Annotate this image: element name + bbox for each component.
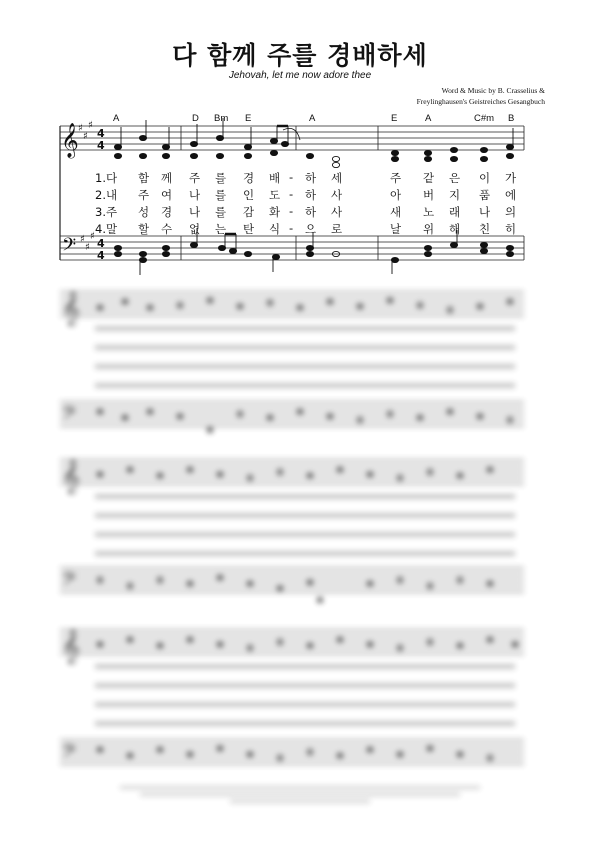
lyric-syllable: 같 (423, 171, 435, 185)
lyric-syllable: - (289, 187, 294, 201)
svg-text:𝄞: 𝄞 (62, 291, 80, 326)
hymn-subtitle: Jehovah, let me now adore thee (228, 70, 372, 81)
lyric-syllable: 가 (505, 171, 517, 185)
lyric-syllable: 하 (305, 188, 317, 202)
lyric-syllable: 없 (189, 222, 201, 236)
lyric-syllable: 배 (269, 171, 281, 185)
svg-text:4: 4 (97, 127, 105, 140)
lyric-syllable: 식 (269, 222, 281, 236)
credits-line-2: Freylinghausen's Geistreiches Gesangbuch (416, 97, 545, 106)
chord-symbol: Bm (214, 113, 229, 124)
lyric-syllable: 세 (331, 171, 343, 185)
chord-symbol: A (309, 113, 316, 124)
lyric-syllable: 사 (331, 205, 343, 219)
lyric-syllable: 도 (269, 188, 281, 202)
chord-symbol: E (391, 113, 398, 124)
lyric-syllable: 주 (138, 188, 150, 202)
svg-text:4: 4 (97, 237, 105, 250)
lyric-syllable: 노 (423, 205, 435, 219)
lyric-syllable: 감 (243, 205, 255, 219)
chord-symbol: D (192, 113, 199, 124)
svg-text:𝄞: 𝄞 (62, 459, 80, 494)
svg-text:4: 4 (97, 139, 105, 152)
lyric-syllable: 품 (479, 188, 491, 202)
lyric-syllable: 이 (479, 171, 491, 185)
treble-clef-icon: 𝄞 (61, 123, 79, 158)
lyric-syllable: 인 (243, 188, 255, 202)
lyric-syllable: 1.다 (95, 171, 118, 185)
lyric-syllable: 경 (243, 171, 255, 185)
lyric-syllable: 에 (505, 188, 517, 202)
lyric-syllable: 로 (331, 222, 343, 236)
svg-text:♯: ♯ (80, 234, 85, 245)
chord-symbol: C#m (474, 113, 495, 124)
chord-symbol: B (508, 113, 515, 124)
lyric-syllable: 새 (390, 205, 402, 219)
lyric-syllable: 께 (161, 171, 173, 185)
lyric-syllable: 래 (449, 205, 461, 219)
hymn-title: 다 함께 주를 경배하세 (172, 41, 428, 70)
chord-symbol: A (425, 113, 432, 124)
lyric-syllable: 나 (189, 205, 201, 219)
lyric-syllable: 함 (138, 171, 150, 185)
svg-text:♯: ♯ (85, 242, 90, 253)
lyric-syllable: 주 (390, 171, 402, 185)
svg-text:𝄢: 𝄢 (62, 403, 77, 428)
lyric-syllable: 2.내 (95, 188, 118, 202)
svg-text:4: 4 (97, 249, 105, 262)
lyric-syllable: 를 (215, 188, 227, 202)
lyric-syllable: 를 (215, 171, 227, 185)
svg-text:♯: ♯ (83, 131, 88, 142)
lyric-syllable: 버 (423, 188, 435, 202)
lyric-syllable: 의 (505, 205, 517, 219)
chord-symbol: E (245, 113, 252, 124)
svg-text:𝄞: 𝄞 (62, 629, 80, 664)
lyric-syllable: 위 (423, 222, 435, 236)
lyric-syllable: 아 (390, 188, 402, 202)
lyric-syllable: 여 (161, 188, 173, 202)
svg-text:♯: ♯ (78, 123, 83, 134)
lyric-syllable: 탄 (243, 222, 255, 236)
lyric-syllable: - (289, 170, 294, 184)
chord-symbol: A (113, 113, 120, 124)
bass-clef-icon: 𝄢 (62, 235, 77, 260)
lyric-syllable: - (289, 221, 294, 235)
lyric-syllable: 주 (189, 171, 201, 185)
lyric-syllable: 나 (189, 188, 201, 202)
lyric-syllable: 친 (479, 222, 491, 236)
svg-text:♯: ♯ (88, 120, 93, 131)
lyric-syllable: 사 (331, 188, 343, 202)
lyric-syllable: 4.말 (95, 222, 118, 236)
lyric-syllable: 할 (138, 222, 150, 236)
lyric-syllable: 를 (215, 205, 227, 219)
lyric-syllable: 하 (305, 205, 317, 219)
lyric-syllable: 히 (505, 222, 517, 236)
lyric-syllable: 수 (161, 222, 173, 236)
lyric-syllable: 은 (449, 171, 461, 185)
svg-text:♯: ♯ (90, 231, 95, 242)
svg-text:𝄢: 𝄢 (62, 569, 77, 594)
lyric-syllable: 해 (449, 222, 461, 236)
lyric-syllable: 으 (305, 222, 317, 236)
lyric-syllable: 날 (390, 222, 402, 236)
lyric-syllable: 지 (449, 188, 461, 202)
credits-line-1: Word & Music by B. Crasselius & (441, 86, 545, 95)
lyric-syllable: 나 (479, 205, 491, 219)
lyric-syllable: - (289, 204, 294, 218)
lyric-syllable: 성 (138, 205, 150, 219)
lyric-syllable: 경 (161, 205, 173, 219)
lyric-syllable: 3.주 (95, 205, 118, 219)
svg-text:𝄢: 𝄢 (62, 741, 77, 766)
lyric-syllable: 는 (215, 222, 227, 236)
lyric-syllable: 화 (269, 205, 281, 219)
lyric-syllable: 하 (305, 171, 317, 185)
